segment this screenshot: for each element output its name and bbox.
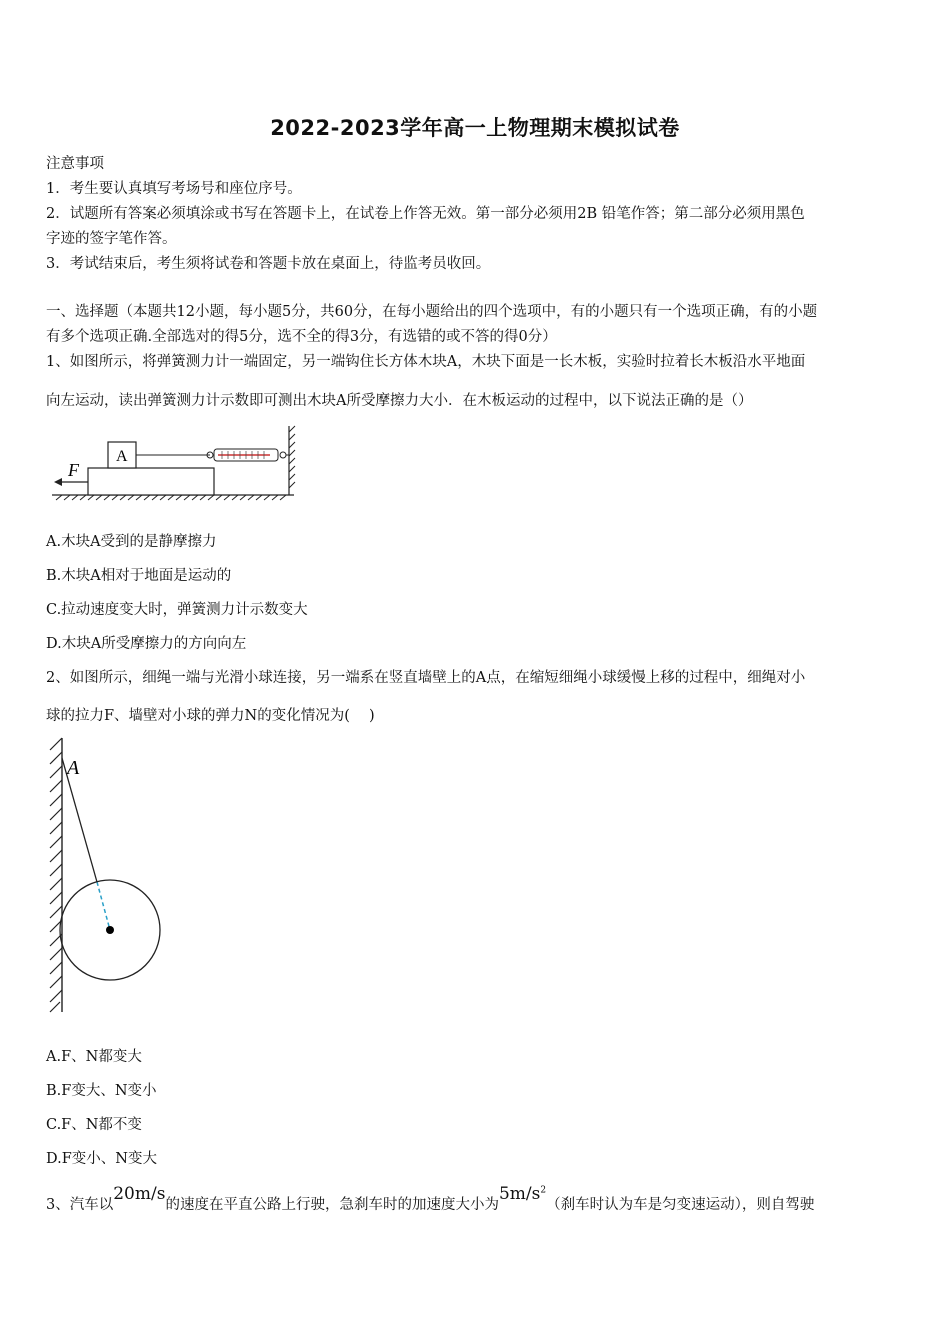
block-label: A (116, 448, 128, 465)
point-label: A (67, 757, 80, 779)
page-title: 2022-2023学年高一上物理期末模拟试卷 (270, 116, 680, 140)
question-1-stem: 1、如图所示，将弹簧测力计一端固定，另一端钩住长方体木块A，木块下面是一长木板，实验时拉着长木板沿水平地面 (46, 354, 806, 370)
notes-item-2: 2．试题所有答案必须填涂或书写在答题卡上，在试卷上作答无效。第一部分必须用2B 铅笔作答；第二部分必须用黑色 (46, 206, 805, 222)
question-1-option-b[interactable]: B.木块A相对于地面是运动的 (46, 568, 232, 584)
notes-heading: 注意事项 (46, 156, 104, 172)
question-2-stem-cont: 球的拉力F、墙壁对小球的弹力N的变化情况为( ) (46, 708, 375, 724)
question-3-stem (46, 1184, 815, 1214)
question-3-middle: 的速度在平直公路上行驶，急刹车时的加速度大小为 (165, 1197, 499, 1213)
question-1-option-a[interactable]: A.木块A受到的是静摩擦力 (46, 534, 217, 550)
question-2-stem: 2、如图所示，细绳一端与光滑小球连接，另一端系在竖直墙壁上的A点，在缩短细绳小球缓慢上移的过程中，细绳对小 (46, 670, 806, 686)
notes-item-3: 3．考试结束后，考生须将试卷和答题卡放在桌面上，待监考员收回。 (46, 256, 491, 272)
question-1-option-d[interactable]: D.木块A所受摩擦力的方向向左 (46, 636, 247, 652)
force-label: F (68, 460, 79, 480)
section-instructions-cont: 有多个选项正确.全部选对的得5分，选不全的得3分，有选错的或不答的得0分） (46, 329, 557, 345)
notes-item-2-cont: 字迹的签字笔作答。 (46, 231, 177, 247)
question-2-option-c[interactable]: C.F、N都不变 (46, 1117, 142, 1133)
question-2-option-b[interactable]: B.F变大、N变小 (46, 1083, 157, 1099)
question-2-option-a[interactable]: A.F、N都变大 (46, 1049, 142, 1065)
speed-value: 20m/s (113, 1184, 166, 1204)
acceleration-value: $5m/s^2$ (498, 1184, 547, 1204)
notes-item-1: 1．考生要认真填写考场号和座位序号。 (46, 181, 302, 197)
question-3-prefix: 3、汽车以 (46, 1197, 114, 1213)
section-instructions: 一、选择题（本题共12小题，每小题5分，共60分，在每小题给出的四个选项中，有的小题只有一个选项正确，有的小题 (46, 304, 818, 320)
question-1-option-c[interactable]: C.拉动速度变大时，弹簧测力计示数变大 (46, 602, 308, 618)
question-3-suffix: （刹车时认为车是匀变速运动），则自驾驶 (546, 1197, 815, 1213)
question-1-stem-cont: 向左运动，读出弹簧测力计示数即可测出木块A所受摩擦力大小．在木板运动的过程中，以下说法正确的是（） (46, 393, 753, 409)
question-1-figure (44, 420, 304, 509)
question-2-option-d[interactable]: D.F变小、N变大 (46, 1151, 157, 1167)
question-2-figure (40, 734, 180, 1023)
